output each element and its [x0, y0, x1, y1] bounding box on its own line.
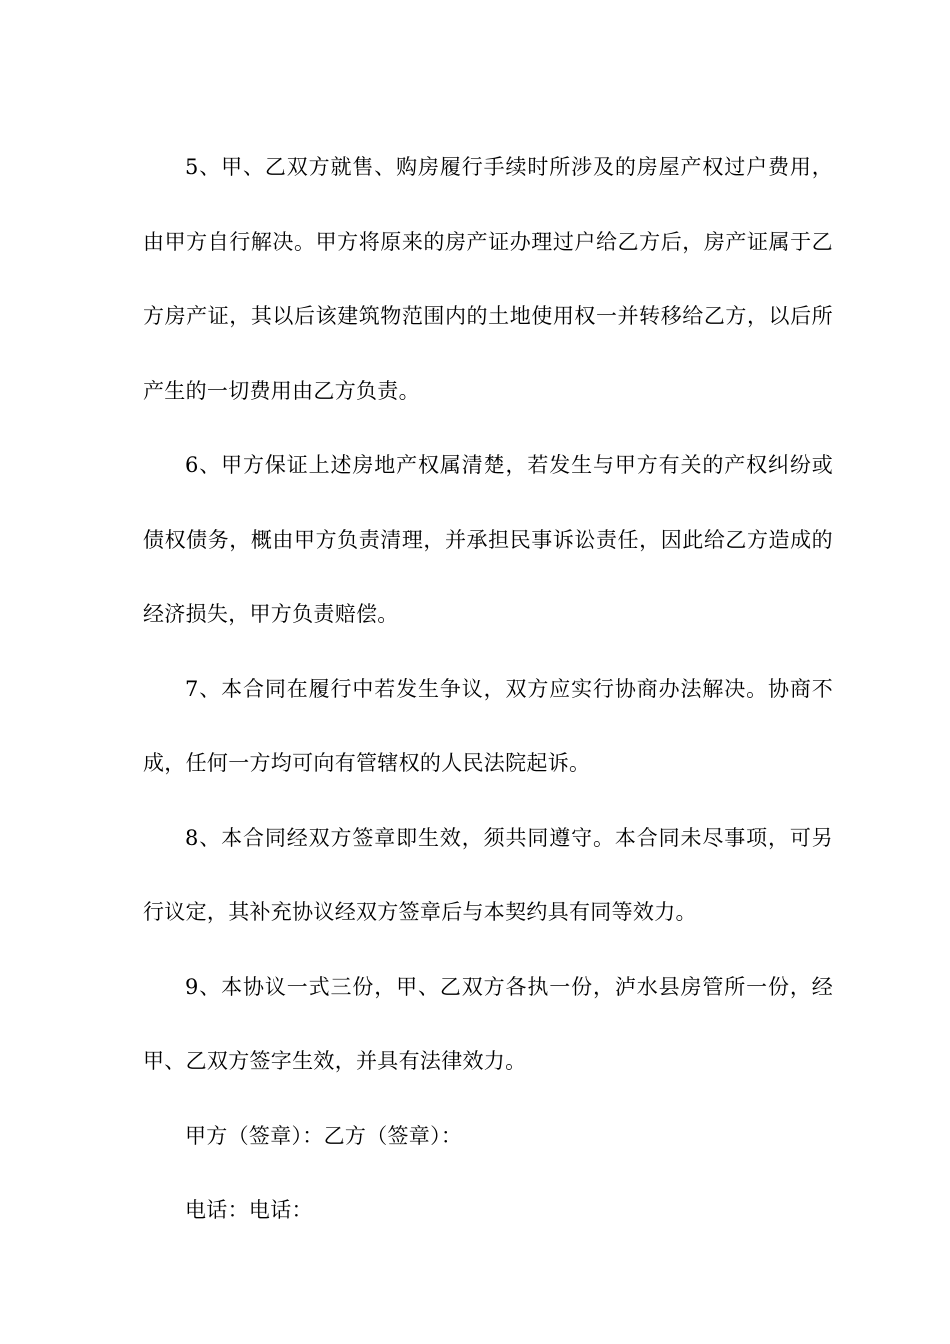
clause-5: 5、甲、乙双方就售、购房履行手续时所涉及的房屋产权过户费用，由甲方自行解决。甲方将原来的房产证办理过户给乙方后，房产证属于乙方房产证，其以后该建筑物范围内的土地使用权一并转移给乙方，以后所产生的一切费用由乙方负责。: [143, 155, 833, 403]
clause-9: 9、本协议一式三份，甲、乙双方各执一份，泸水县房管所一份，经甲、乙双方签字生效，并具有法律效力。: [143, 974, 833, 1073]
clause-6: 6、甲方保证上述房地产权属清楚，若发生与甲方有关的产权纠纷或债权债务，概由甲方负责清理，并承担民事诉讼责任，因此给乙方造成的经济损失，甲方负责赔偿。: [143, 453, 833, 626]
signature-line: 甲方（签章）：乙方（签章）：: [185, 1123, 463, 1148]
clause-8: 8、本合同经双方签章即生效，须共同遵守。本合同未尽事项，可另行议定，其补充协议经双方签章后与本契约具有同等效力。: [143, 825, 833, 924]
phone-line: 电话：电话：: [185, 1198, 313, 1222]
contract-body: [143, 130, 833, 1248]
clause-7: 7、本合同在履行中若发生争议，双方应实行协商办法解决。协商不成，任何一方均可向有管辖权的人民法院起诉。: [143, 676, 833, 775]
